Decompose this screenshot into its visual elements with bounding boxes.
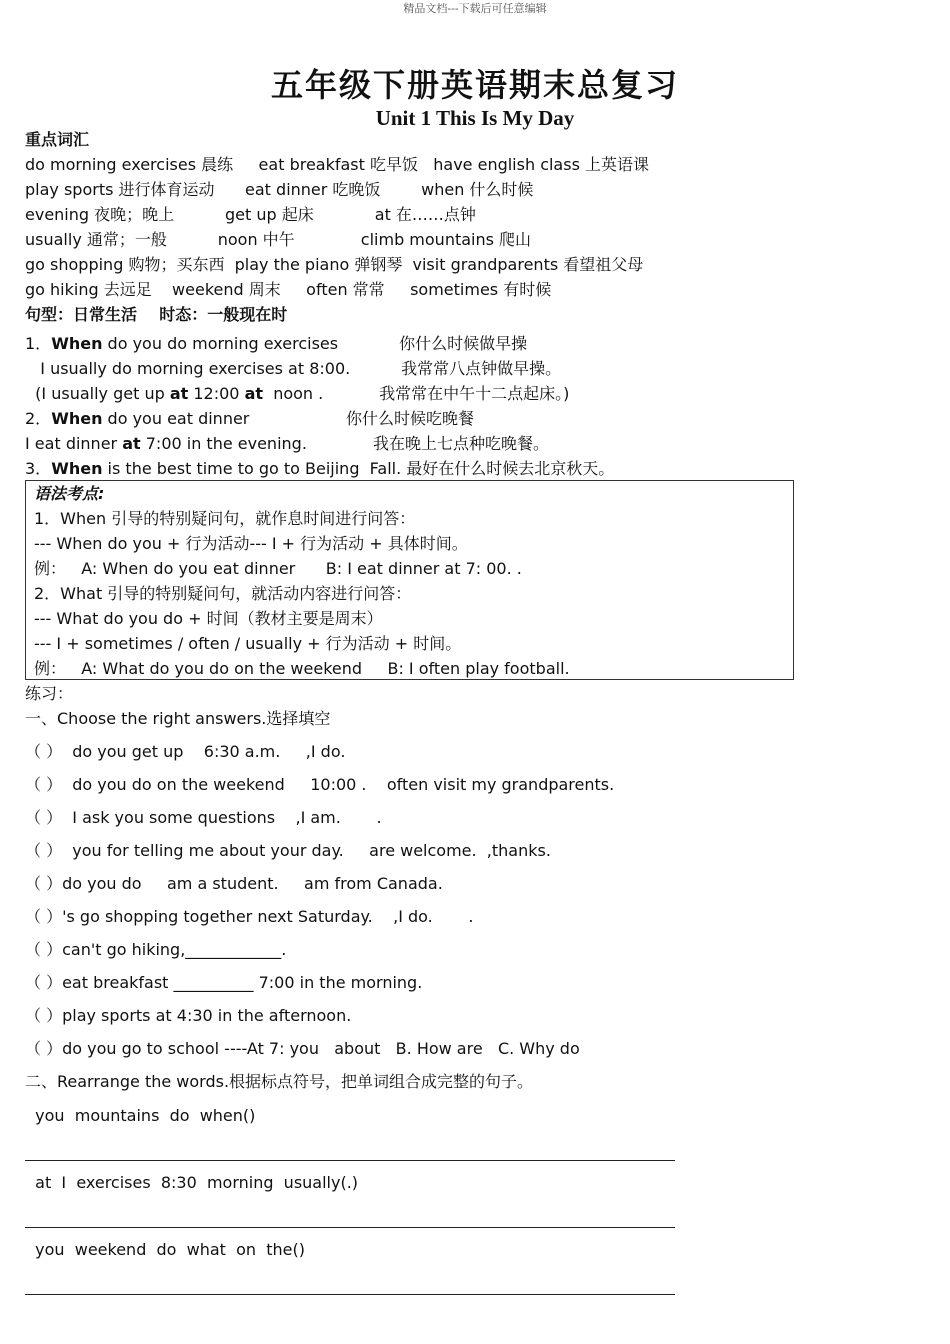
sentence-number: 2． (25, 409, 52, 428)
unit-subtitle: Unit 1 This Is My Day (375, 106, 575, 130)
sentence-number: 3． (25, 459, 52, 478)
answer-line (25, 1294, 675, 1295)
sentence-3 (25, 459, 614, 479)
answer-part: 7:00 in the evening. 我在晚上七点种吃晚餐。 (140, 434, 550, 453)
grammar-line: --- When do you + 行为活动--- I + 行为活动 + 具体时间。 (34, 534, 468, 553)
alt-part: noon . 我常常在中午十二点起床。) (263, 384, 570, 403)
question-item: （ ）can't go hiking,____________. (25, 940, 287, 959)
alt-part: (I usually get up (25, 384, 170, 403)
question-item: （ ） do you do on the weekend 10:00 . often visit my grandparents. (25, 775, 615, 794)
alt-part: 12:00 (188, 384, 245, 403)
sentence-heading: 句型：日常生活 时态：一般现在时 (25, 305, 288, 324)
question-item: （ ）play sports at 4:30 in the afternoon. (25, 1006, 352, 1025)
answer-line (25, 1160, 675, 1161)
grammar-heading: 语法考点: (34, 484, 105, 503)
vocab-heading: 重点词汇 (25, 130, 90, 149)
at-keyword: at (244, 384, 264, 403)
grammar-line: 例： A: What do you do on the weekend B: I often play football. (34, 659, 570, 678)
grammar-line: --- I + sometimes / often / usually + 行为活动 + 时间。 (34, 634, 462, 653)
grammar-line: 1．When 引导的特别疑问句，就作息时间进行问答： (34, 509, 416, 528)
section-1-heading: 一、Choose the right answers.选择填空 (25, 709, 331, 728)
when-keyword: When (51, 334, 103, 353)
when-keyword: When (51, 409, 103, 428)
rearrange-words: at I exercises 8:30 morning usually(.) (25, 1173, 359, 1192)
vocab-line: go hiking 去远足 weekend 周末 often 常常 sometimes 有时候 (25, 280, 552, 299)
answer-line (25, 1227, 675, 1228)
grammar-line: 例： A: When do you eat dinner B: I eat dinner at 7: 00. . (34, 559, 522, 578)
rearrange-words: you weekend do what on the() (25, 1240, 305, 1259)
question-item: （ ） I ask you some questions ,I am. . (25, 808, 382, 827)
watermark: 精品文档---下载后可任意编辑 (403, 2, 547, 15)
sentence-text: do you eat dinner 你什么时候吃晚餐 (102, 409, 475, 428)
rearrange-words: you mountains do when() (25, 1106, 256, 1125)
sentence-1 (25, 334, 527, 354)
sentence-1-alt (25, 384, 569, 404)
vocab-line: play sports 进行体育运动 eat dinner 吃晚饭 when 什么时候 (25, 180, 534, 199)
question-item: （ ）eat breakfast __________ 7:00 in the morning. (25, 973, 423, 992)
grammar-line: 2．What 引导的特别疑问句，就活动内容进行问答： (34, 584, 412, 603)
question-item: （ ）do you do am a student. am from Canada. (25, 874, 443, 893)
vocab-line: go shopping 购物；买东西 play the piano 弹钢琴 visit grandparents 看望祖父母 (25, 255, 644, 274)
question-item: （ ） do you get up 6:30 a.m. ,I do. (25, 742, 346, 761)
practice-heading: 练习： (25, 684, 74, 703)
vocab-line: do morning exercises 晨练 eat breakfast 吃早饭 have english class 上英语课 (25, 155, 649, 174)
at-keyword: at (169, 384, 189, 403)
vocab-line: usually 通常；一般 noon 中午 climb mountains 爬山 (25, 230, 532, 249)
at-keyword: at (122, 434, 141, 453)
sentence-2-answer (25, 434, 549, 454)
sentence-text: do you do morning exercises 你什么时候做早操 (102, 334, 528, 353)
question-item: （ ） you for telling me about your day. are welcome. ,thanks. (25, 841, 551, 860)
grammar-line: --- What do you do + 时间（教材主要是周末） (34, 609, 383, 628)
sentence-1-answer: I usually do morning exercises at 8:00. 我常常八点钟做早操。 (25, 359, 562, 378)
sentence-text: is the best time to go to Beijing Fall. 最好在什么时候去北京秋天。 (102, 459, 615, 478)
question-item: （ ）'s go shopping together next Saturday. ,I do. . (25, 907, 474, 926)
page-title: 五年级下册英语期末总复习 (270, 66, 679, 104)
vocab-line: evening 夜晚；晚上 get up 起床 at 在……点钟 (25, 205, 476, 224)
sentence-number: 1． (25, 334, 52, 353)
question-item: （ ）do you go to school ----At 7: you about B. How are C. Why do (25, 1039, 580, 1058)
answer-part: I eat dinner (25, 434, 123, 453)
sentence-2 (25, 409, 474, 429)
when-keyword: When (51, 459, 103, 478)
grammar-box (25, 480, 794, 680)
section-2-heading: 二、Rearrange the words.根据标点符号，把单词组合成完整的句子。 (25, 1072, 534, 1091)
